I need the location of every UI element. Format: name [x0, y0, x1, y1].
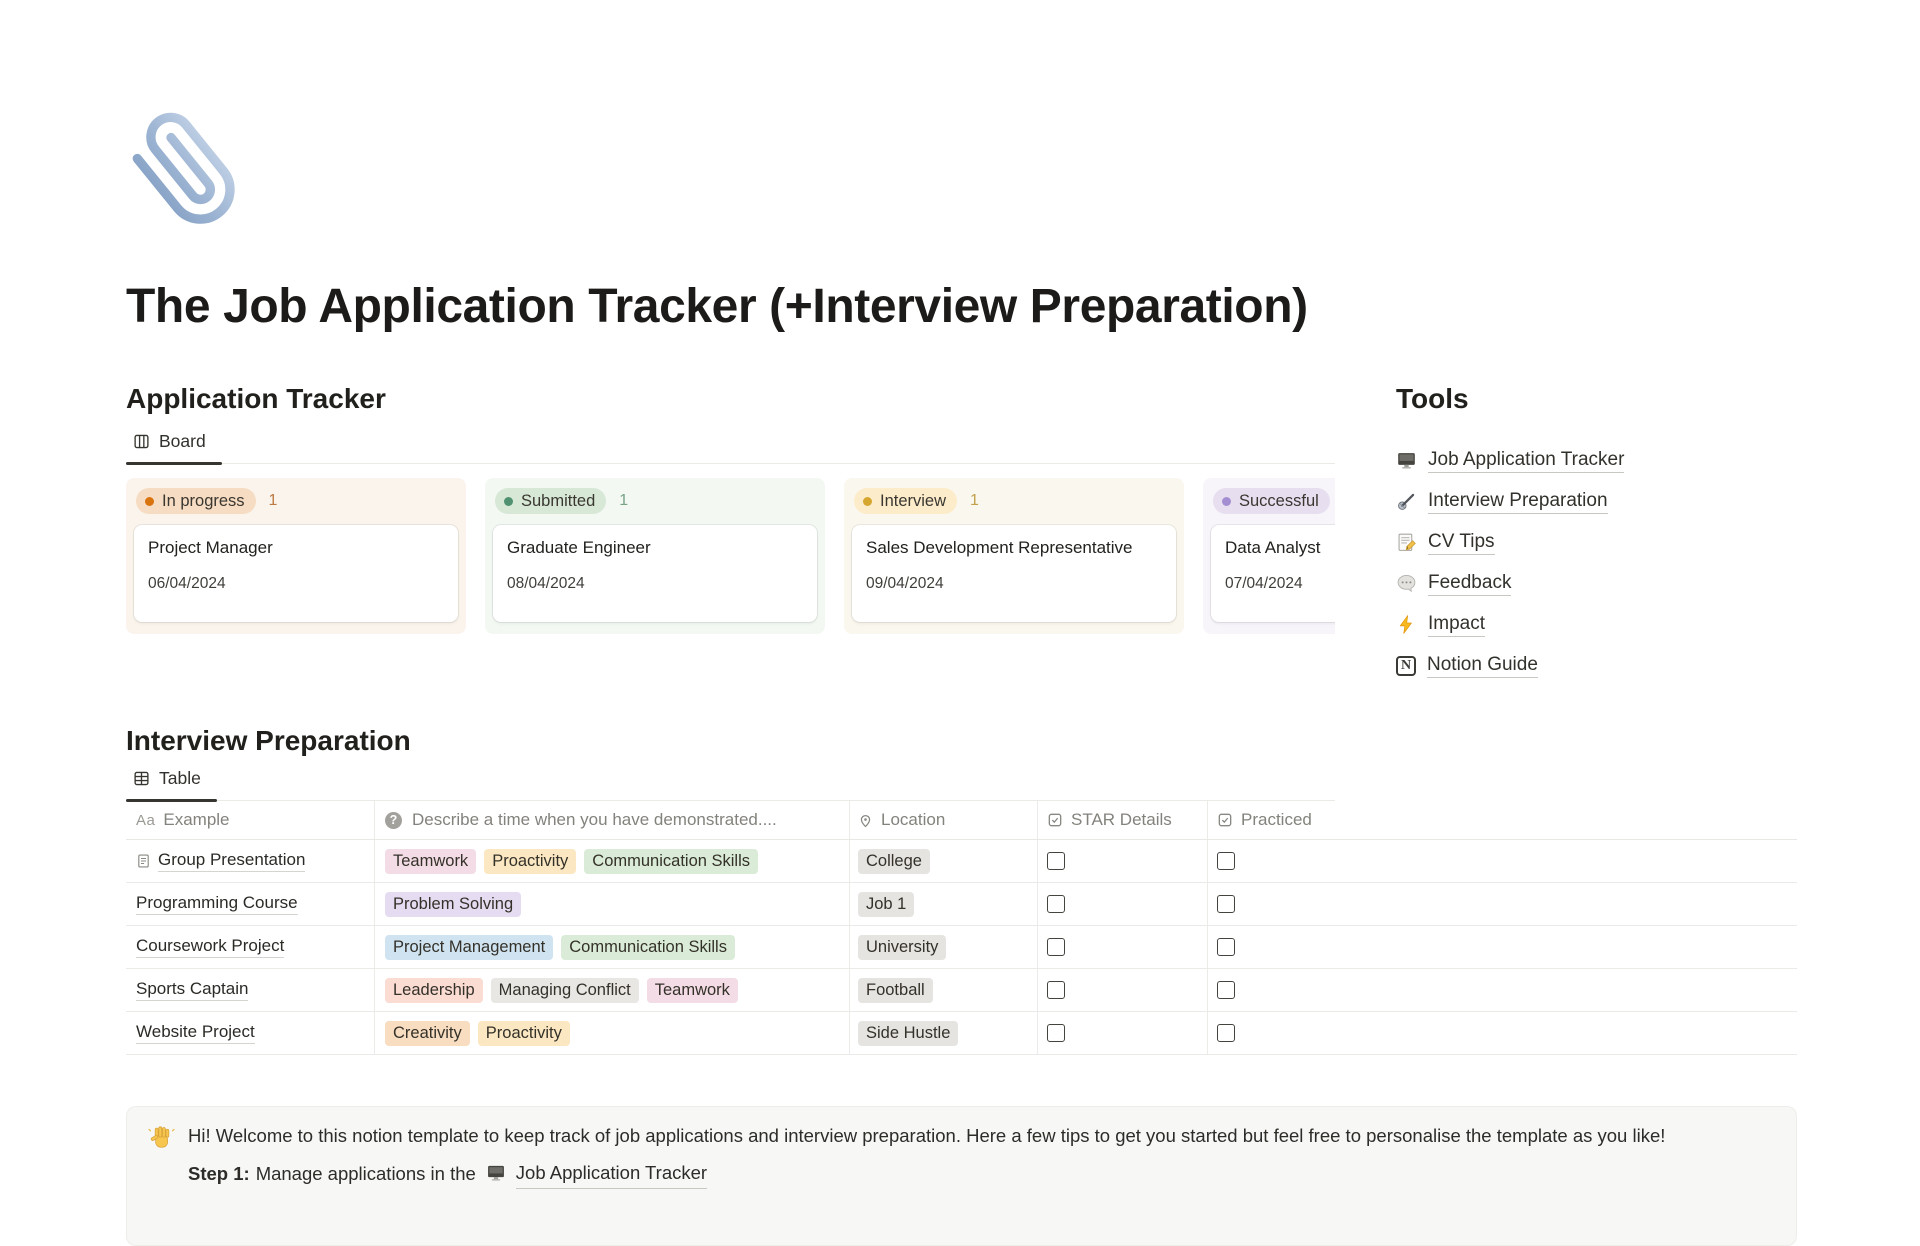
status-badge-interview[interactable]	[854, 488, 957, 514]
location-chip: Side Hustle	[858, 1021, 958, 1046]
tools-link-notion-guide[interactable]	[1396, 645, 1726, 686]
lightning-icon	[1396, 614, 1417, 635]
monitor-icon	[1396, 450, 1417, 471]
star-details-checkbox[interactable]	[1047, 981, 1065, 999]
practiced-cell	[1208, 840, 1797, 882]
card-date: 08/04/2024	[507, 575, 585, 592]
practiced-checkbox[interactable]	[1217, 1024, 1235, 1042]
example-page-link[interactable]: Website Project	[136, 1022, 255, 1044]
example-page-link[interactable]: Coursework Project	[136, 936, 284, 958]
text-property-icon: Aa	[136, 811, 156, 829]
welcome-callout	[126, 1106, 1797, 1246]
tags-cell[interactable]	[375, 969, 850, 1011]
board-column-successful	[1203, 478, 1335, 634]
checkbox-property-icon	[1047, 812, 1063, 828]
board-column-submitted	[485, 478, 825, 634]
board-card-graduate-engineer[interactable]	[493, 525, 817, 622]
column-count: 1	[970, 492, 979, 509]
column-count: 1	[268, 492, 278, 509]
tag: Proactivity	[478, 1021, 570, 1046]
tags-cell[interactable]	[375, 883, 850, 925]
card-title: Sales Development Representative	[866, 538, 1133, 557]
status-dot-icon	[863, 497, 872, 506]
question-icon: ?	[385, 812, 402, 829]
practiced-checkbox[interactable]	[1217, 981, 1235, 999]
example-cell[interactable]	[126, 883, 375, 925]
column-header-label: Describe a time when you have demonstrated....	[412, 810, 777, 829]
interview-preparation-table	[126, 801, 1797, 1055]
callout-body	[188, 1120, 1665, 1245]
example-cell[interactable]	[126, 840, 375, 882]
practiced-cell	[1208, 883, 1797, 925]
tools-link-label: Feedback	[1428, 572, 1511, 596]
tag: Teamwork	[647, 978, 738, 1003]
column-header-label: STAR Details	[1071, 810, 1172, 829]
tools-link-label: Impact	[1428, 613, 1485, 637]
column-header-label: Practiced	[1241, 810, 1312, 829]
table-row-programming-course	[126, 883, 1797, 926]
board-column-interview	[844, 478, 1184, 634]
tools-link-label: Interview Preparation	[1428, 490, 1608, 514]
status-dot-icon	[145, 497, 154, 506]
interview-heading: Interview Preparation	[126, 725, 411, 757]
card-title: Project Manager	[148, 538, 273, 557]
board-card-data-analyst[interactable]	[1211, 525, 1335, 622]
table-header-row	[126, 801, 1797, 840]
column-header-describe[interactable]	[375, 801, 850, 839]
tab-table-view[interactable]	[126, 757, 217, 800]
tools-link-label: Job Application Tracker	[1428, 449, 1624, 473]
step-label: Step 1:	[188, 1162, 250, 1184]
card-title: Data Analyst	[1225, 538, 1321, 557]
monitor-icon	[486, 1163, 506, 1183]
practiced-checkbox[interactable]	[1217, 852, 1235, 870]
step-text: Manage applications in the	[255, 1162, 476, 1184]
table-row-sports-captain	[126, 969, 1797, 1012]
tools-link-job-application-tracker[interactable]	[1396, 440, 1726, 481]
practiced-checkbox[interactable]	[1217, 938, 1235, 956]
star-details-cell	[1038, 840, 1208, 882]
tools-link-impact[interactable]	[1396, 604, 1726, 645]
location-cell[interactable]	[850, 969, 1038, 1011]
tools-list	[1396, 440, 1726, 686]
tools-link-interview-preparation[interactable]	[1396, 481, 1726, 522]
status-badge-successful[interactable]	[1213, 488, 1330, 514]
location-chip: University	[858, 935, 946, 960]
tag: Teamwork	[385, 849, 476, 874]
status-dot-icon	[504, 497, 513, 506]
tools-link-label: Notion Guide	[1427, 654, 1538, 678]
location-cell[interactable]	[850, 926, 1038, 968]
speech-balloon-icon	[1396, 573, 1417, 594]
board-view-tabbar	[126, 420, 1335, 464]
tag: Proactivity	[484, 849, 576, 874]
tools-panel	[1396, 358, 1726, 686]
status-badge-submitted[interactable]	[495, 488, 606, 514]
location-chip: College	[858, 849, 930, 874]
tag: Creativity	[385, 1021, 470, 1046]
star-details-checkbox[interactable]	[1047, 938, 1065, 956]
notion-logo-icon: N	[1396, 656, 1416, 676]
board-card-project-manager[interactable]	[134, 525, 458, 622]
tag: Managing Conflict	[491, 978, 639, 1003]
status-label: Submitted	[521, 491, 596, 510]
table-view-icon	[133, 770, 150, 787]
tag: Leadership	[385, 978, 483, 1003]
table-row-group-presentation	[126, 840, 1797, 883]
card-date: 06/04/2024	[148, 575, 226, 592]
tags-cell[interactable]	[375, 840, 850, 882]
page-document-icon	[136, 852, 151, 870]
star-details-cell	[1038, 969, 1208, 1011]
tools-heading: Tools	[1396, 383, 1469, 415]
memo-icon	[1396, 532, 1417, 553]
callout-step-line	[188, 1157, 1665, 1189]
callout-intro-text: Hi! Welcome to this notion template to keep track of job applications and interview preparation. Here a few tips to get you started but feel free to personalise the template as you like!	[188, 1125, 1666, 1146]
practiced-cell	[1208, 926, 1797, 968]
column-header-practiced[interactable]	[1208, 801, 1797, 839]
tags-cell[interactable]	[375, 1012, 850, 1054]
example-page-link[interactable]: Programming Course	[136, 893, 298, 915]
example-page-link[interactable]: Sports Captain	[136, 979, 248, 1001]
microphone-icon	[1396, 491, 1417, 512]
column-header-location[interactable]	[850, 801, 1038, 839]
star-details-checkbox[interactable]	[1047, 1024, 1065, 1042]
tools-link-feedback[interactable]	[1396, 563, 1726, 604]
job-application-tracker-link[interactable]: Job Application Tracker	[516, 1157, 707, 1189]
tracker-heading: Application Tracker	[126, 383, 386, 415]
star-details-cell	[1038, 926, 1208, 968]
status-label: In progress	[162, 491, 245, 510]
status-dot-icon	[1222, 497, 1231, 506]
location-chip: Football	[858, 978, 933, 1003]
location-cell[interactable]	[850, 840, 1038, 882]
star-details-cell	[1038, 883, 1208, 925]
application-tracker-board	[126, 478, 1335, 646]
location-cell[interactable]	[850, 883, 1038, 925]
star-details-checkbox[interactable]	[1047, 895, 1065, 913]
column-header-label: Location	[881, 810, 946, 829]
column-count: 1	[619, 492, 629, 509]
tab-board-view[interactable]	[126, 420, 222, 463]
tags-cell[interactable]	[375, 926, 850, 968]
card-date: 07/04/2024	[1225, 575, 1303, 592]
page-icon-paperclip[interactable]	[124, 104, 242, 232]
card-title: Graduate Engineer	[507, 538, 651, 557]
tag: Communication Skills	[561, 935, 735, 960]
status-label: Successful	[1239, 491, 1319, 510]
waving-hand-icon	[148, 1125, 175, 1245]
table-row-coursework-project	[126, 926, 1797, 969]
board-view-icon	[133, 433, 150, 450]
example-cell[interactable]	[126, 969, 375, 1011]
tag: Project Management	[385, 935, 553, 960]
column-header-example[interactable]	[126, 801, 375, 839]
example-page-link[interactable]: Group Presentation	[158, 850, 305, 872]
table-row-website-project	[126, 1012, 1797, 1055]
tag: Communication Skills	[584, 849, 758, 874]
location-chip: Job 1	[858, 892, 914, 917]
column-header-star-details[interactable]	[1038, 801, 1208, 839]
board-column-in-progress	[126, 478, 466, 634]
location-cell[interactable]	[850, 1012, 1038, 1054]
tab-table-label: Table	[159, 768, 201, 788]
tools-link-cv-tips[interactable]	[1396, 522, 1726, 563]
practiced-checkbox[interactable]	[1217, 895, 1235, 913]
board-card-sales-development-representative[interactable]	[852, 525, 1176, 622]
card-date: 09/04/2024	[866, 575, 944, 592]
paperclip-icon	[118, 98, 249, 238]
status-badge-in-progress[interactable]	[136, 488, 256, 514]
checkbox-property-icon	[1217, 812, 1233, 828]
star-details-checkbox[interactable]	[1047, 852, 1065, 870]
practiced-cell	[1208, 969, 1797, 1011]
star-details-cell	[1038, 1012, 1208, 1054]
tag: Problem Solving	[385, 892, 521, 917]
tab-board-label: Board	[159, 431, 206, 451]
location-pin-icon	[858, 812, 873, 829]
practiced-cell	[1208, 1012, 1797, 1054]
example-cell[interactable]	[126, 1012, 375, 1054]
table-view-tabbar	[126, 757, 1335, 801]
column-header-label: Example	[163, 810, 230, 829]
tools-link-label: CV Tips	[1428, 531, 1495, 555]
example-cell[interactable]	[126, 926, 375, 968]
page-title: The Job Application Tracker (+Interview Preparation)	[126, 280, 1308, 334]
status-label: Interview	[880, 491, 947, 510]
